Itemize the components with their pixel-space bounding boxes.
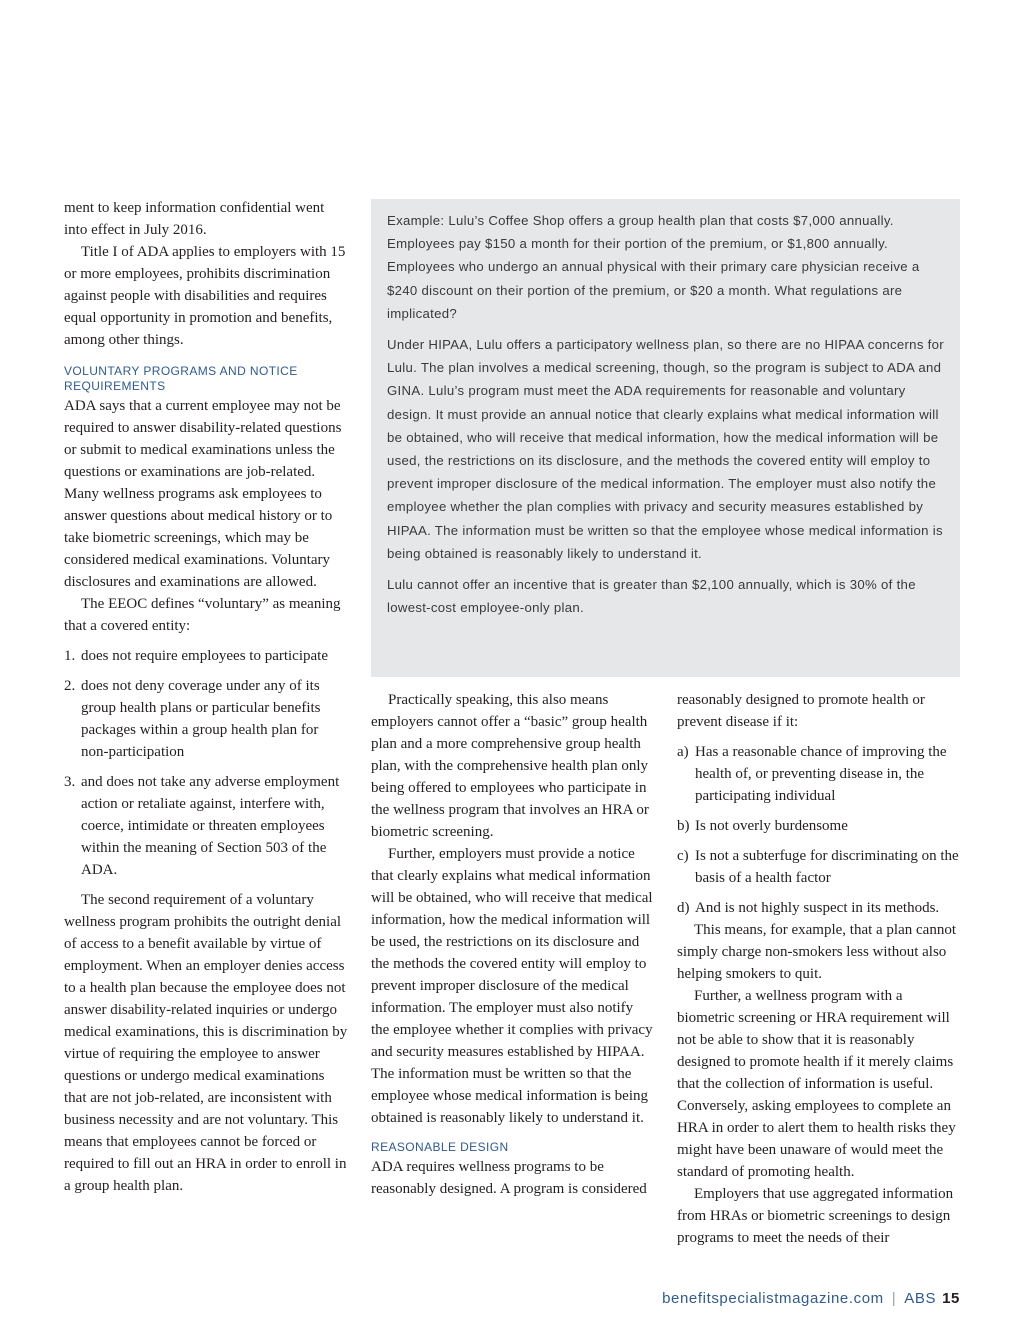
footer-magazine-name: ABS — [904, 1290, 937, 1307]
paragraph: Further, employers must provide a notice that clearly explains what medical information will be obtained, who will receive that medical information, how the medical information will be used, the restrictions on its disclosure and the methods the covered entity will employ to prevent improper disclosure of the medical information. The employer must also notify the employee whether it complies with privacy and security measures established by HIPAA. The information must be written so that the employee whose medical information is being obtained is reasonably likely to understand it. — [371, 846, 653, 1126]
list-item: 2. does not deny coverage under any of its group health plans or particular benefits packages within a group health plan for non-participation — [64, 678, 321, 760]
column-1 — [64, 197, 348, 1197]
paragraph: ment to keep information confidential went into effect in July 2016. — [64, 200, 325, 238]
list-item: 3. and does not take any adverse employment action or retaliate against, interfere with, coerce, intimidate or threaten employees within the meaning of Section 503 of the ADA. — [64, 774, 340, 878]
paragraph: Further, a wellness program with a biometric screening or HRA requirement will not be able to show that it is reasonably designed to promote health if it merely claims that the collection of information is useful. Conversely, asking employees to complete an HRA in order to alert them to health risks they might have been unaware of would meet the standard of promoting health. — [677, 988, 956, 1180]
paragraph: Practically speaking, this also means employers cannot offer a “basic” group health plan and a more comprehensive group health plan, with the comprehensive health plan only being offered to employees who participate in the wellness program that involves an HRA or biometric screening. — [371, 692, 649, 840]
list-item: a) Has a reasonable chance of improving the health of, or preventing disease in, the participating individual — [677, 744, 947, 804]
paragraph: ADA requires wellness programs to be reasonably designed. A program is considered — [371, 1159, 647, 1197]
paragraph: The EEOC defines “voluntary” as meaning that a covered entity: — [64, 596, 341, 634]
reasonable-design-criteria-list — [677, 741, 961, 919]
column-2 — [371, 689, 655, 1200]
example-paragraph: Under HIPAA, Lulu offers a participatory wellness plan, so there are no HIPAA concerns for Lulu. The plan involves a medical screening, though, so the program is subject to ADA and GINA. Lulu’s program must meet the ADA requirements for reasonable and voluntary design. It must provide an annual notice that clearly explains what medical information will be obtained, who will receive that medical information, how the medical information will be used, the restrictions on its disclosure, and the methods the covered entity will employ to prevent improper disclosure of the medical information. The employer must also notify the employee whether the plan complies with privacy and security measures established by HIPAA. The information must be written so that the employee whose medical information is being obtained is reasonably likely to understand it. — [387, 337, 944, 561]
list-item: 1. does not require employees to participate — [64, 648, 328, 664]
paragraph: The second requirement of a voluntary wellness program prohibits the outright denial of access to a benefit available by virtue of employment. When an employer denies access to a health plan because the employee does not answer disability-related inquiries or undergo medical examinations, this is discrimination by virtue of requiring the employee to answer questions or undergo medical examinations that are not job-related, are inconsistent with business necessity and are not voluntary. This means that employees cannot be forced or required to fill out an HRA in order to enroll in a group health plan. — [64, 892, 348, 1194]
example-sidebar-box — [371, 199, 960, 677]
footer-website-link[interactable]: benefitspecialistmagazine.com — [662, 1290, 884, 1307]
paragraph: Title I of ADA applies to employers with 15 or more employees, prohibits discrimination against people with disabilities and requires equal opportunity in promotion and benefits, among other things. — [64, 244, 346, 348]
page-footer — [662, 1290, 960, 1307]
list-item: b) Is not overly burdensome — [677, 818, 848, 834]
list-item: c) Is not a subterfuge for discriminating on the basis of a health factor — [677, 848, 959, 886]
footer-separator: | — [891, 1290, 897, 1307]
list-item: d) And is not highly suspect in its methods. — [677, 900, 940, 916]
voluntary-criteria-list — [64, 645, 348, 881]
column-3 — [677, 689, 961, 1249]
paragraph: This means, for example, that a plan cannot simply charge non-smokers less without also helping smokers to quit. — [677, 922, 956, 982]
section-heading-reasonable-design: REASONABLE DESIGN — [371, 1140, 509, 1154]
paragraph: Employers that use aggregated information from HRAs or biometric screenings to design programs to meet the needs of their — [677, 1186, 954, 1246]
page-number: 15 — [942, 1290, 960, 1307]
paragraph: reasonably designed to promote health or prevent disease if it: — [677, 692, 925, 730]
example-paragraph: Example: Lulu’s Coffee Shop offers a group health plan that costs $7,000 annually. Employees pay $150 a month for their portion of the premium, or $1,800 annually. Employees who undergo an annual physical with their primary care physician receive a $240 discount on their portion of the premium, or $20 a month. What regulations are implicated? — [387, 213, 920, 321]
example-paragraph: Lulu cannot offer an incentive that is greater than $2,100 annually, which is 30% of the lowest-cost employee-only plan. — [387, 577, 916, 616]
paragraph: ADA says that a current employee may not be required to answer disability-related questions or submit to medical examinations unless the questions or examinations are job-related. Many wellness programs ask employees to answer questions about medical history or to take biometric screenings, which may be considered medical examinations. Voluntary disclosures and examinations are allowed. — [64, 398, 342, 590]
section-heading-voluntary-programs: VOLUNTARY PROGRAMS AND NOTICE REQUIREMENTS — [64, 364, 298, 393]
